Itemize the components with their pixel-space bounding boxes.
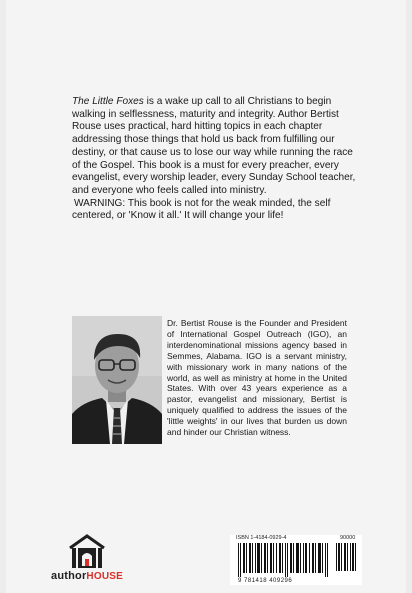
- warning-paragraph: WARNING: This book is not for the weak minded, the self centered, or 'Know it all.' It will change your life!: [72, 197, 331, 222]
- publisher-name: [42, 570, 132, 582]
- house-icon: [42, 532, 132, 570]
- description-text: is a wake up call to all Christians to begin walking in selflessness, maturity and integrity. Author Bertist Rouse uses practical, hard hitting topics in each chapter addressing those things that hold us back from fulfilling our destiny, or that cause us to lose our way while running the race of the Gospel. This book is a must for every preacher, every evangelist, every worship leader, every Sunday School teacher, and everyone who feels called into ministry.: [72, 96, 356, 196]
- price-code: 90000: [340, 535, 356, 541]
- isbn-label: ISBN 1-4184-0929-4: [236, 535, 287, 541]
- book-description: [72, 96, 362, 223]
- author-photo: [72, 316, 162, 444]
- publisher-logo: [42, 532, 132, 586]
- publisher-name-part2: HOUSE: [86, 571, 123, 582]
- author-bio: Dr. Bertist Rouse is the Founder and President of International Gospel Outreach (IGO), an interdenominational missions agency based in Semmes, Alabama. IGO is a servant ministry, with missionary work in many nations of the world, as well as ministry at home in the United States. With over 43 years experience as a pastor, evangelist and missionary, Bertist is uniquely qualified to address the issues of the 'little weights' in our lives that burden us down and hinder our Christian witness.: [167, 318, 347, 438]
- description-paragraph: [72, 96, 362, 198]
- author-portrait-image: [72, 316, 162, 444]
- back-cover: [6, 0, 406, 593]
- barcode-block: [230, 535, 362, 585]
- ean-digits: 9 781418 409296: [238, 578, 293, 584]
- book-title: The Little Foxes: [72, 96, 144, 107]
- publisher-name-part1: author: [51, 570, 87, 582]
